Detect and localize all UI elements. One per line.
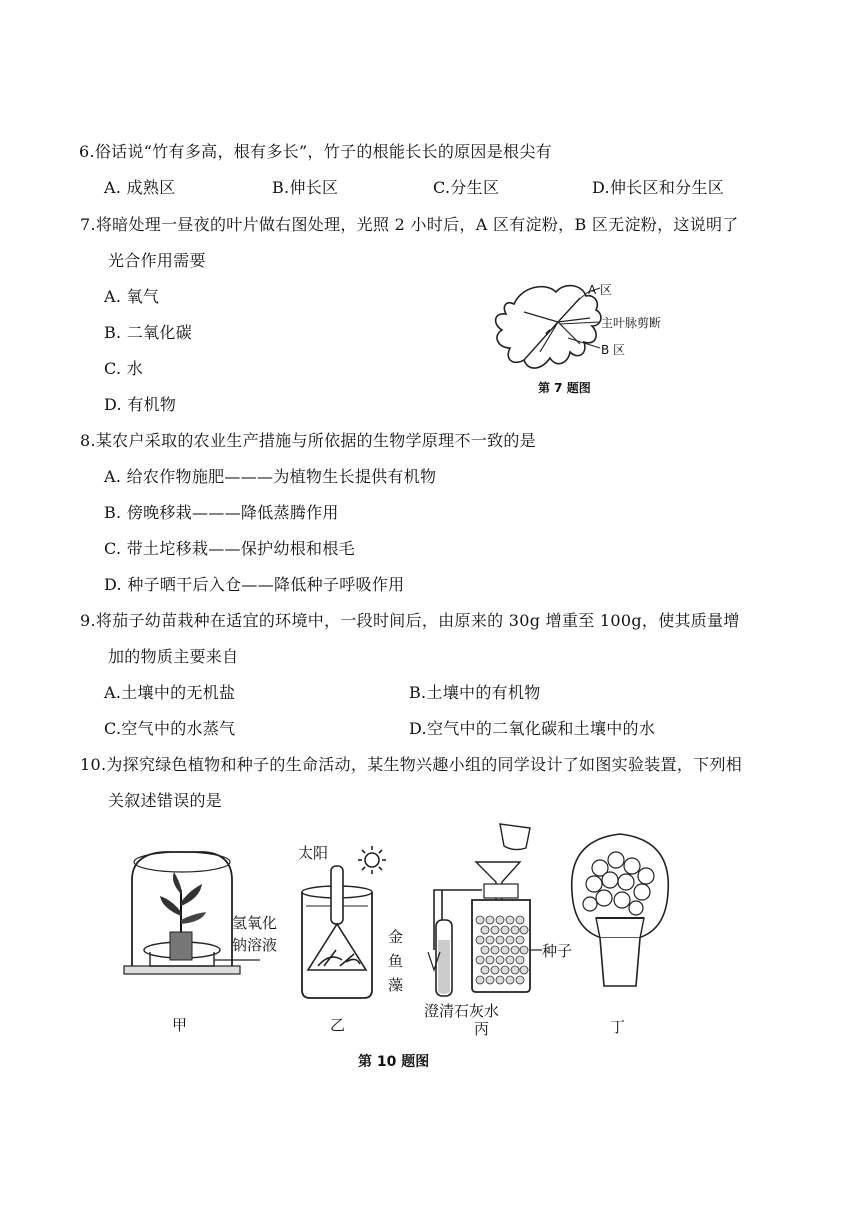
q10-stem-line2: 关叙述错误的是 xyxy=(108,791,223,810)
label-bing: 丙 xyxy=(474,1020,490,1038)
q9-option-c[interactable]: C.空气中的水蒸气 xyxy=(104,719,236,738)
q8-stem: 8.某农户采取的农业生产措施与所依据的生物学原理不一致的是 xyxy=(80,431,536,450)
goldfish-label-1: 金 xyxy=(388,928,404,946)
q9-option-b[interactable]: B.土壤中的有机物 xyxy=(409,683,541,702)
q8-option-b[interactable]: B. 傍晚移栽———降低蒸腾作用 xyxy=(104,503,339,522)
q9-stem-line2: 加的物质主要来自 xyxy=(108,647,239,666)
q8-option-c[interactable]: C. 带土坨移栽——保护幼根和根毛 xyxy=(104,539,355,558)
label-ding: 丁 xyxy=(610,1018,626,1036)
q10-apparatus-figure xyxy=(110,820,670,1070)
q7-leaf-figure xyxy=(484,276,714,402)
q7-option-c[interactable]: C. 水 xyxy=(104,359,144,378)
potted-plant-icon xyxy=(572,834,669,986)
q9-option-a[interactable]: A.土壤中的无机盐 xyxy=(104,683,236,702)
leaf-label-a: A 区 xyxy=(588,283,613,297)
sun-icon xyxy=(358,846,386,874)
leaf-label-vein: 主叶脉剪断 xyxy=(601,316,662,330)
q6-option-a[interactable]: A. 成熟区 xyxy=(104,178,176,197)
q7-stem-line2: 光合作用需要 xyxy=(108,251,206,270)
sun-label: 太阳 xyxy=(298,844,329,862)
goldfish-label-2: 鱼 xyxy=(388,952,404,970)
q7-option-a[interactable]: A. 氧气 xyxy=(104,287,160,306)
label-yi: 乙 xyxy=(330,1016,346,1034)
beaker-icon xyxy=(302,866,372,998)
q9-option-d[interactable]: D.空气中的二氧化碳和土壤中的水 xyxy=(409,719,656,738)
q7-figure-caption: 第 7 题图 xyxy=(538,381,591,395)
q7-option-b[interactable]: B. 二氧化碳 xyxy=(104,323,193,342)
q7-option-d[interactable]: D. 有机物 xyxy=(104,395,177,414)
q6-stem: 6.俗话说“竹有多高，根有多长”，竹子的根能长长的原因是根尖有 xyxy=(79,142,552,161)
goldfish-label-3: 藻 xyxy=(388,976,404,994)
q10-figure-caption: 第 10 题图 xyxy=(358,1054,430,1070)
bell-jar-icon xyxy=(124,852,260,974)
q9-stem-line1: 9.将茄子幼苗栽种在适宜的环境中，一段时间后，由原来的 30g 增重至 100g，使其质量增 xyxy=(80,611,740,630)
seeds-label: 种子 xyxy=(542,942,573,960)
leaf-outline-icon xyxy=(496,286,601,368)
q6-option-d[interactable]: D.伸长区和分生区 xyxy=(592,178,725,197)
q8-option-d[interactable]: D. 种子晒干后入仓——降低种子呼吸作用 xyxy=(104,575,405,594)
limewater-label: 澄清石灰水 xyxy=(424,1002,500,1020)
q6-option-c[interactable]: C.分生区 xyxy=(433,178,500,197)
q8-option-a[interactable]: A. 给农作物施肥———为植物生长提供有机物 xyxy=(104,467,437,486)
naoh-label-line2: 钠溶液 xyxy=(232,936,278,954)
q7-stem-line1: 7.将暗处理一昼夜的叶片做右图处理，光照 2 小时后，A 区有淀粉，B 区无淀粉，这说明了 xyxy=(80,215,739,234)
seed-bottle-icon xyxy=(428,824,530,996)
naoh-label-line1: 氢氧化 xyxy=(232,914,278,932)
q6-option-b[interactable]: B.伸长区 xyxy=(272,178,339,197)
leaf-label-b: B 区 xyxy=(601,343,626,357)
label-jia: 甲 xyxy=(172,1016,188,1034)
q10-stem-line1: 10.为探究绿色植物和种子的生命活动，某生物兴趣小组的同学设计了如图实验装置，下列相 xyxy=(80,755,743,774)
